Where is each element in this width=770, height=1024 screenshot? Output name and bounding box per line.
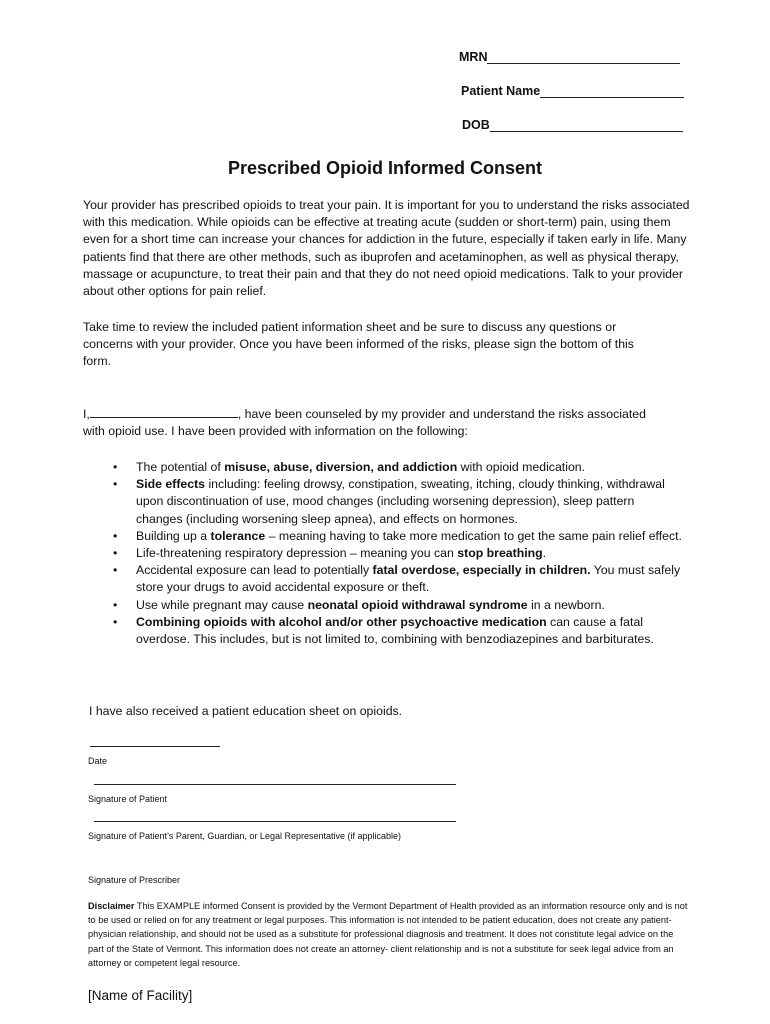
dob-label: DOB: [462, 118, 490, 132]
bullet-text: Use while pregnant may cause: [136, 597, 308, 612]
bullet-bold-text: fatal overdose, especially in children.: [372, 563, 591, 578]
bullet-icon: •: [113, 528, 118, 543]
bullet-text: Building up a: [136, 528, 211, 543]
bullet-text: in a newborn.: [527, 597, 605, 612]
mrn-field[interactable]: [459, 50, 680, 64]
bullet-bold-text: neonatal opioid withdrawal syndrome: [307, 597, 528, 612]
bullet-icon: •: [113, 563, 118, 578]
education-statement: I have also received a patient education sheet on opioids.: [89, 704, 403, 718]
list-item: [83, 528, 683, 545]
bullet-bold-text: stop breathing: [457, 546, 543, 561]
patient-name-field[interactable]: [461, 84, 684, 98]
page-title: Prescribed Opioid Informed Consent: [227, 158, 543, 178]
acknowledgement-prefix: I,: [83, 407, 90, 421]
risk-list: [83, 459, 683, 648]
list-item: [83, 545, 683, 562]
bullet-icon: •: [113, 477, 118, 492]
bullet-bold-text: tolerance: [210, 528, 266, 543]
review-paragraph: Take time to review the included patient information sheet and be sure to discuss any questions or concerns with your provider. Once you have been informed of the risks, please sign the bottom of this form.: [83, 320, 634, 369]
mrn-line[interactable]: [487, 51, 680, 64]
facility-name-placeholder: [Name of Facility]: [88, 988, 193, 1003]
bullet-icon: •: [113, 597, 118, 612]
bullet-text: including: feeling drowsy, constipation, sweating, itching, cloudy thinking, withdrawal upon discontinuation of use, mood changes (including worsening depression), sleep pattern changes (including worsening sleep apnea), and effects on hormones.: [136, 477, 665, 526]
bullet-text: Life-threatening respiratory depression – meaning you can: [136, 546, 458, 561]
patient-signature-line[interactable]: [94, 784, 456, 785]
acknowledgement-text: , have been counseled by my provider and understand the risks associated with opioid use. I have been provided with information on the following:: [83, 407, 646, 439]
bullet-text: Accidental exposure can lead to potentially: [136, 563, 373, 578]
dob-line[interactable]: [490, 119, 683, 132]
disclaimer: [88, 899, 688, 970]
list-item: [83, 476, 683, 528]
patient-signature-label: Signature of Patient: [88, 794, 168, 804]
bullet-text: can cause a fatal overdose. This includes, but is not limited to, combining with benzodiazepines and barbiturates.: [136, 614, 654, 647]
bullet-text: You must safely store your drugs to avoid accidental exposure or theft.: [136, 563, 681, 595]
prescriber-signature-label: Signature of Prescriber: [88, 875, 181, 885]
patient-name-blank[interactable]: [90, 406, 238, 418]
list-item: [83, 614, 683, 648]
guardian-signature-line[interactable]: [94, 821, 456, 822]
date-label: Date: [88, 756, 108, 766]
bullet-bold-text: Side effects: [136, 477, 206, 492]
disclaimer-label: Disclaimer: [88, 901, 135, 911]
mrn-label: MRN: [459, 50, 488, 64]
list-item: [83, 459, 683, 476]
bullet-text: .: [542, 546, 547, 561]
bullet-bold-text: misuse, abuse, diversion, and addiction: [224, 460, 458, 474]
list-item: [83, 562, 683, 596]
bullet-text: – meaning having to take more medication to get the same pain relief effect.: [265, 528, 682, 543]
patient-name-line[interactable]: [540, 85, 684, 98]
patient-name-label: Patient Name: [461, 84, 541, 98]
bullet-icon: •: [113, 546, 118, 561]
bullet-text: with opioid medication.: [457, 460, 586, 474]
acknowledgement-paragraph: [83, 406, 658, 440]
bullet-icon: •: [113, 460, 118, 474]
disclaimer-text: This EXAMPLE informed Consent is provided by the Vermont Department of Health provided as an information resource only and is not to be used or relied on for any treatment or legal purposes. This information is not intended to be patient education, does not create any patient-physician relationship, and should not be used as a substitute for professional diagnosis and treatment. It does not constitute legal advice on the part of the State of Vermont. This information does not create an attorney- client relationship and is not a substitute for seek legal advice from an attorney or competent legal resource.: [88, 901, 688, 968]
bullet-text: The potential of: [136, 460, 225, 474]
date-line[interactable]: [90, 746, 220, 747]
list-item: [83, 597, 683, 614]
bullet-bold-text: Combining opioids with alcohol and/or other psychoactive medication: [136, 614, 547, 629]
dob-field[interactable]: [462, 118, 683, 132]
guardian-signature-label: Signature of Patient’s Parent, Guardian, or Legal Representative (if applicable): [88, 831, 402, 841]
intro-paragraph: Your provider has prescribed opioids to treat your pain. It is important for you to understand the risks associated with this medication. While opioids can be effective at treating acute (sudden or short-term) pain, using them even for a short time can increase your chances for addiction in the future, especially if taken early in life. Many patients find that there are other methods, such as ibuprofen and acetaminophen, as well as physical therapy, massage or acupuncture, to treat their pain and that they do not need opioid medications. Talk to your provider about other options for pain relief.: [83, 198, 690, 299]
bullet-icon: •: [113, 614, 118, 629]
